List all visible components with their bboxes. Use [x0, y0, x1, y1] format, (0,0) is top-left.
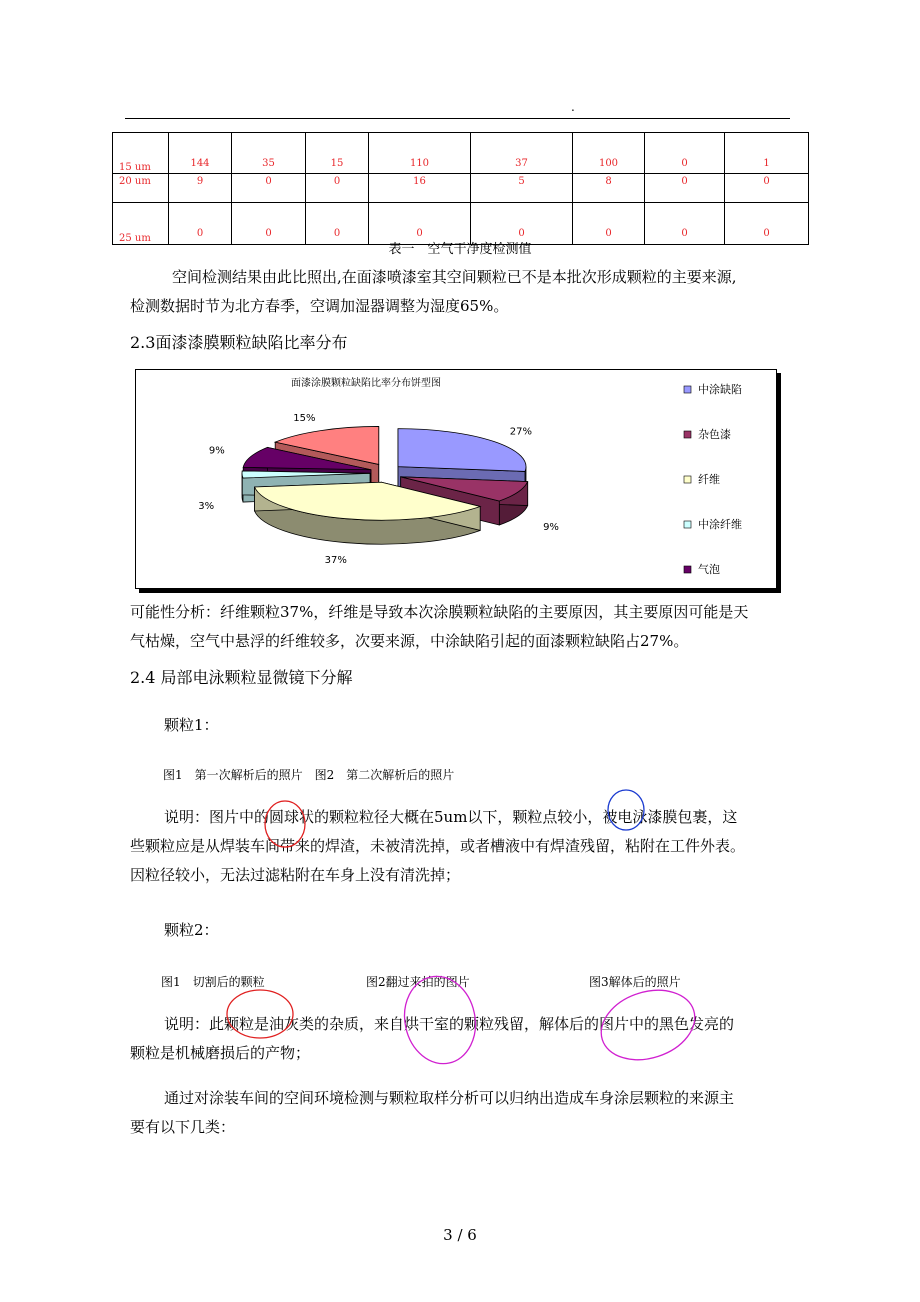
table-cell: 8 — [573, 174, 645, 203]
text-line: 些颗粒应是从焊装车间带来的焊渣，未被清洗掉，或者槽液中有焊渣残留，粘附在工件外表。 — [130, 837, 746, 855]
annotation-circle — [608, 790, 644, 830]
table-cell: 100 — [573, 133, 645, 174]
legend-label: 纤维 — [698, 473, 720, 486]
text-line: 可能性分析：纤维颗粒37%，纤维是导致本次涂膜颗粒缺陷的主要原因，其主要原因可能是天 — [130, 603, 749, 621]
table-cell: 0 — [306, 174, 369, 203]
text-line: 气枯燥，空气中悬浮的纤维较多，次要来源，中涂缺陷引起的面漆颗粒缺陷占27%。 — [130, 632, 689, 650]
text-line: 通过对涂装车间的空间环境检测与颗粒取样分析可以归纳出造成车身涂层颗粒的来源主 — [164, 1089, 735, 1107]
table-cell: 0 — [725, 174, 809, 203]
figure-caption-2-3: 图3解体后的照片 — [589, 975, 681, 989]
chart-title: 面漆涂膜颗粒缺陷比率分布饼型图 — [291, 378, 441, 389]
pie-data-label: 3% — [198, 500, 215, 512]
table-cell: 0 — [471, 203, 573, 245]
text-line: 空间检测结果由此比照出,在面漆喷漆室其空间颗粒已不是本批次形成颗粒的主要来源, — [172, 268, 737, 286]
table-cell: 37 — [471, 133, 573, 174]
table-cell: 0 — [725, 203, 809, 245]
table-cell: 1 — [725, 133, 809, 174]
table-cell: 0 — [232, 174, 306, 203]
table-cell: 16 — [369, 174, 471, 203]
legend-label: 中涂缺陷 — [698, 383, 742, 396]
table-cell: 0 — [645, 174, 725, 203]
table-cell: 0 — [369, 203, 471, 245]
header-dot: . — [571, 100, 575, 114]
legend-label: 中涂纤维 — [698, 518, 742, 531]
table-cell: 0 — [645, 203, 725, 245]
annotation-circle — [397, 970, 484, 1071]
table-cell: 15 — [306, 133, 369, 174]
legend-label: 杂色漆 — [698, 428, 731, 441]
row-label: 15 um — [113, 133, 169, 174]
table-caption: 表一 空气干净度检测值 — [388, 242, 532, 257]
particle-1-label: 颗粒1： — [164, 716, 219, 734]
table-cell: 110 — [369, 133, 471, 174]
pie-data-label: 9% — [208, 445, 225, 457]
text-line: 因粒径较小，无法过滤粘附在车身上没有清洗掉； — [130, 866, 461, 884]
pie-data-label: 37% — [324, 554, 347, 566]
particle-2-label: 颗粒2： — [164, 921, 219, 939]
table-cell: 0 — [306, 203, 369, 245]
page-number: 3 / 6 — [443, 1226, 477, 1244]
text-line: 说明：此颗粒是油灰类的杂质，来自烘干室的颗粒残留，解体后的图片中的黑色发亮的 — [164, 1015, 735, 1033]
table-cell: 35 — [232, 133, 306, 174]
pie-data-label: 9% — [543, 522, 559, 534]
table-cell: 0 — [645, 133, 725, 174]
figure-caption-2-1: 图1 切割后的颗粒 — [161, 975, 265, 989]
section-heading-2-4: 2.4 局部电泳颗粒显微镜下分解 — [130, 668, 353, 687]
text-line: 检测数据时节为北方春季，空调加湿器调整为湿度65%。 — [130, 297, 509, 315]
row-label: 20 um — [113, 174, 169, 203]
table-cell: 9 — [169, 174, 232, 203]
annotation-circle — [265, 801, 305, 847]
pie-data-label: 15% — [293, 413, 316, 425]
annotation-circle — [227, 990, 293, 1038]
pie-data-label: 27% — [509, 426, 533, 438]
figure-caption-2-2: 图2翻过来拍的图片 — [366, 975, 470, 989]
annotation-circle — [592, 979, 704, 1071]
section-heading-2-3: 2.3面漆漆膜颗粒缺陷比率分布 — [130, 333, 348, 352]
text-line: 颗粒是机械磨损后的产物； — [130, 1044, 311, 1062]
legend-label: 气泡 — [698, 563, 720, 576]
table-cell: 0 — [232, 203, 306, 245]
table-cell: 0 — [573, 203, 645, 245]
text-line: 说明：图片中的圆球状的颗粒粒径大概在5um以下，颗粒点较小，被电泳漆膜包裹，这 — [164, 808, 738, 826]
row-label: 25 um — [113, 203, 169, 245]
figure-caption-1: 图1 第一次解析后的照片 图2 第二次解析后的照片 — [163, 768, 455, 782]
text-line: 要有以下几类： — [130, 1118, 236, 1136]
table-cell: 144 — [169, 133, 232, 174]
table-cell: 0 — [169, 203, 232, 245]
table-cell: 5 — [471, 174, 573, 203]
